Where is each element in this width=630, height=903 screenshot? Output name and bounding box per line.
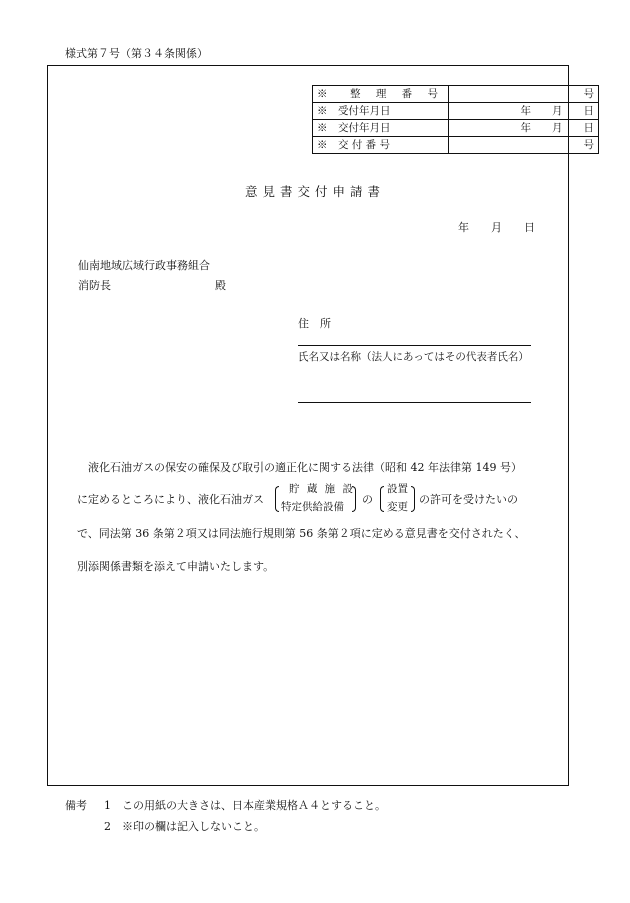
notes-heading: 備考	[65, 799, 87, 812]
table-cell-value: 年 月 日	[449, 103, 599, 120]
table-cell-label: ※ 交付年月日	[313, 120, 449, 137]
table-cell-label: ※ 整 理 番 号	[313, 86, 449, 103]
note-number-2: 2	[104, 820, 111, 833]
table-row	[313, 120, 599, 137]
facility-bracket-right	[352, 486, 356, 512]
table-cell-label: ※ 受付年月日	[313, 103, 449, 120]
page-title: 意見書交付申請書	[244, 184, 385, 199]
name-label: 氏名又は名称（法人にあってはその代表者氏名）	[298, 351, 529, 363]
table-row	[313, 103, 599, 120]
facility-bracket-left	[275, 486, 279, 512]
addressee-honorific: 殿	[215, 279, 226, 292]
table-cell-value: 年 月 日	[449, 120, 599, 137]
action-bracket-right	[411, 486, 415, 512]
name-line	[298, 402, 531, 403]
address-label: 住 所	[298, 317, 331, 330]
body-line-2-pre: に定めるところにより、液化石油ガス	[77, 493, 264, 506]
application-date: 年 月 日	[458, 221, 535, 234]
office-use-table	[312, 85, 599, 154]
form-frame	[47, 65, 569, 786]
table-row	[313, 137, 599, 154]
connector-text: の	[362, 493, 373, 506]
action-bracket-left	[380, 486, 384, 512]
action-option-change: 変更	[387, 501, 408, 513]
addressee-org: 仙南地域広域行政事務組合	[78, 259, 210, 272]
facility-option-supply: 特定供給設備	[281, 501, 344, 513]
note-text-2: ※印の欄は記入しないこと。	[122, 820, 265, 833]
body-line-3: で、同法第 36 条第２項又は同法施行規則第 56 条第２項に定める意見書を交付されたく、	[77, 527, 526, 540]
addressee-chief: 消防長	[78, 279, 111, 292]
table-cell-value: 号	[449, 137, 599, 154]
table-cell-label: ※ 交 付 番 号	[313, 137, 449, 154]
action-option-install: 設置	[387, 483, 408, 495]
table-row	[313, 86, 599, 103]
address-line	[298, 345, 531, 346]
note-number-1: 1	[104, 799, 111, 812]
body-line-1: 液化石油ガスの保安の確保及び取引の適正化に関する法律（昭和 42 年法律第 149 号）	[88, 461, 522, 474]
body-line-2-post: の許可を受けたいの	[419, 493, 518, 506]
table-cell-value: 号	[449, 86, 599, 103]
body-line-4: 別添関係書類を添えて申請いたします。	[77, 560, 275, 573]
facility-option-storage: 貯 蔵 施 設	[289, 483, 356, 495]
note-text-1: この用紙の大きさは、日本産業規格Ａ４とすること。	[122, 799, 386, 812]
form-number-label: 様式第７号（第３４条関係）	[65, 47, 208, 60]
